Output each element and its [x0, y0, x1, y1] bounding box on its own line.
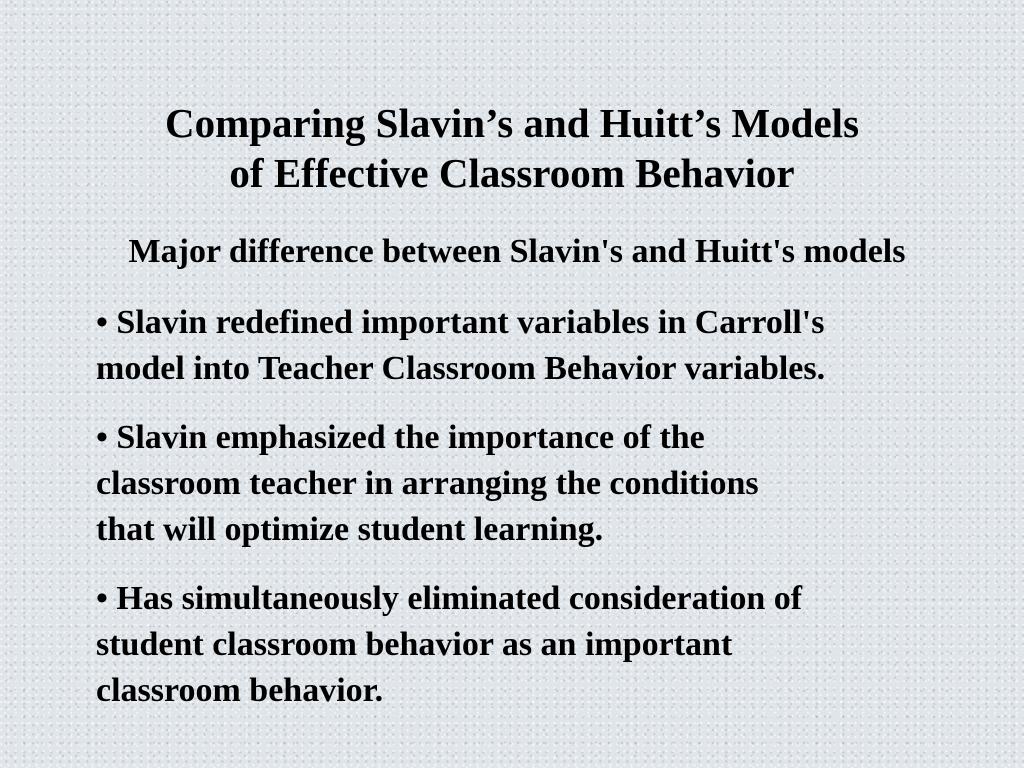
slide-title	[0, 98, 1024, 198]
slide-subtitle: Major difference between Slavin's and Huitt's models	[128, 233, 906, 270]
bullet-item	[96, 415, 996, 553]
slide-title-line-2: of Effective Classroom Behavior	[229, 150, 795, 196]
bullet-marker: •	[96, 304, 108, 341]
bullet-marker: •	[96, 580, 108, 617]
bullet-item	[96, 300, 996, 392]
bullet-list	[96, 300, 996, 714]
bullet-text: Has simultaneously eliminated consideration of student classroom behavior as an important classroom behavior.	[96, 580, 803, 709]
bullet-item	[96, 576, 996, 714]
bullet-text: Slavin redefined important variables in Carroll's model into Teacher Classroom Behavior variables.	[96, 304, 826, 387]
slide-title-line-1: Comparing Slavin’s and Huitt’s Models	[164, 100, 860, 146]
bullet-text: Slavin emphasized the importance of the classroom teacher in arranging the conditions that will optimize student learning.	[96, 419, 759, 548]
bullet-marker: •	[96, 419, 108, 456]
